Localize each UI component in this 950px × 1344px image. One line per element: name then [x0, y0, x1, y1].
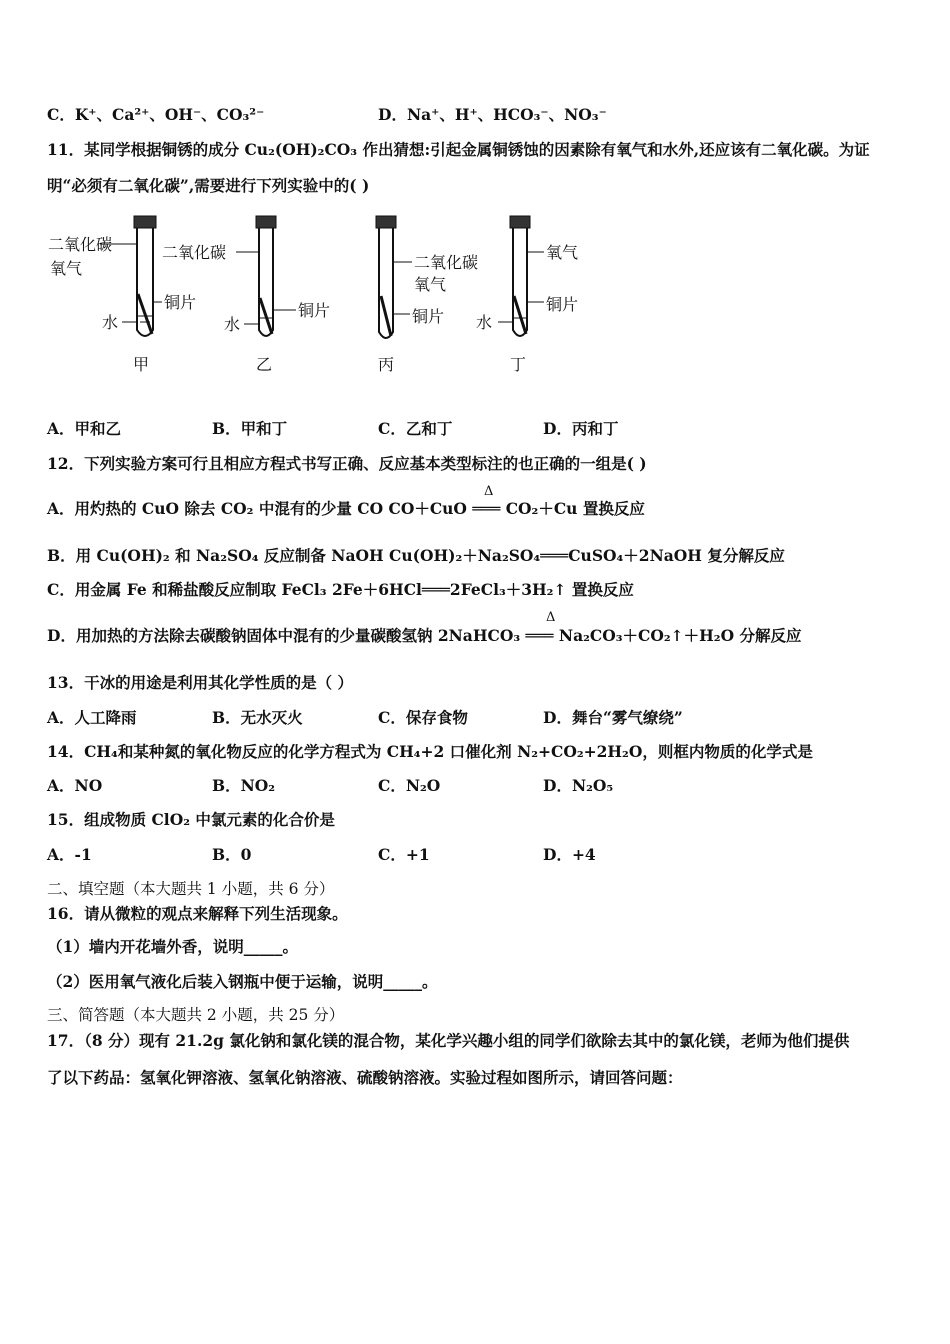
q14-option-b: B．NO₂ [212, 776, 276, 795]
q11-option-c: C．乙和丁 [378, 419, 453, 438]
tube-jia [48, 216, 196, 374]
q16-part2: （2）医用氧气液化后装入钢瓶中便于运输，说明_____。 [47, 972, 438, 991]
q13-stem: 13．干冰的用途是利用其化学性质的是（ ） [47, 673, 353, 692]
q15-stem: 15．组成物质 ClO₂ 中氯元素的化合价是 [47, 810, 335, 829]
label-jia-co2: 二氧化碳 [48, 235, 113, 254]
q12-a-delta: Δ [484, 484, 494, 499]
tube-ding [476, 216, 578, 374]
q11-stem-line2: 明“必须有二氧化碳”,需要进行下列实验中的( ) [47, 176, 370, 195]
q12-d-delta: Δ [546, 610, 556, 625]
q12-option-c: C．用金属 Fe 和稀盐酸反应制取 FeCl₃ 2Fe＋6HCl═══2FeCl₃＋3H₂↑ 置换反应 [47, 580, 634, 599]
q15-option-c: C．+1 [378, 845, 430, 864]
q12-option-a: A．用灼热的 CuO 除去 CO₂ 中混有的少量 CO CO＋CuO ═══ CO₂＋Cu 置换反应 [47, 499, 645, 518]
q12-option-b: B．用 Cu(OH)₂ 和 Na₂SO₄ 反应制备 NaOH Cu(OH)₂＋Na₂SO₄═══CuSO₄＋2NaOH 复分解反应 [47, 546, 785, 565]
section-fill-in-heading: 二、填空题（本大题共 1 小题，共 6 分） [47, 880, 335, 898]
section-short-answer-heading: 三、简答题（本大题共 2 小题，共 25 分） [47, 1006, 345, 1024]
q15-option-a: A．-1 [47, 845, 92, 864]
label-ding-water: 水 [476, 313, 493, 332]
label-jia-o2: 氧气 [50, 259, 83, 278]
q15-option-d: D．+4 [543, 845, 596, 864]
q14-option-c: C．N₂O [378, 776, 441, 795]
q13-option-a: A．人工降雨 [47, 708, 137, 727]
q13-option-c: C．保存食物 [378, 708, 468, 727]
q11-option-b: B．甲和丁 [212, 419, 288, 438]
q13-option-d: D．舞台“雾气缭绕” [543, 708, 683, 727]
q15-option-b: B．0 [212, 845, 252, 864]
caption-jia: 甲 [133, 355, 150, 374]
q10-option-c: C．K⁺、Ca²⁺、OH⁻、CO₃²⁻ [47, 105, 265, 124]
q12-option-d: D．用加热的方法除去碳酸钠固体中混有的少量碳酸氢钠 2NaHCO₃ ═══ Na₂CO₃＋CO₂↑＋H₂O 分解反应 [47, 626, 802, 645]
q13-option-b: B．无水灭火 [212, 708, 303, 727]
tube-bing [376, 216, 478, 374]
label-jia-water: 水 [102, 313, 119, 332]
label-bing-o2: 氧气 [414, 275, 447, 294]
label-yi-cu: 铜片 [298, 301, 331, 320]
label-bing-co2: 二氧化碳 [414, 253, 479, 272]
q11-stem-line1: 11．某同学根据铜锈的成分 Cu₂(OH)₂CO₃ 作出猜想:引起金属铜锈蚀的因素除有氧气和水外,还应该有二氧化碳。为证 [47, 140, 870, 159]
label-yi-co2: 二氧化碳 [162, 243, 227, 262]
label-jia-cu: 铜片 [164, 293, 197, 312]
q16-part1: （1）墙内开花墙外香，说明_____。 [47, 937, 299, 956]
label-yi-water: 水 [224, 315, 241, 334]
q17-stem-line1: 17．（8 分）现有 21.2g 氯化钠和氯化镁的混合物，某化学兴趣小组的同学们欲除去其中的氯化镁，老师为他们提供 [47, 1031, 850, 1050]
q11-test-tube-figure [40, 210, 600, 380]
label-ding-cu: 铜片 [546, 295, 579, 314]
q17-stem-line2: 了以下药品：氢氧化钾溶液、氢氧化钠溶液、硫酸钠溶液。实验过程如图所示，请回答问题： [47, 1068, 683, 1087]
q16-stem: 16．请从微粒的观点来解释下列生活现象。 [47, 904, 348, 923]
q14-stem: 14．CH₄和某种氮的氧化物反应的化学方程式为 CH₄+2 口催化剂 N₂+CO₂+2H₂O，则框内物质的化学式是 [47, 742, 813, 761]
caption-bing: 丙 [378, 355, 395, 374]
label-ding-o2: 氧气 [546, 243, 579, 262]
caption-yi: 乙 [256, 355, 273, 374]
q14-option-a: A．NO [47, 776, 103, 795]
q12-stem: 12．下列实验方案可行且相应方程式书写正确、反应基本类型标注的也正确的一组是( ) [47, 454, 647, 473]
caption-ding: 丁 [510, 355, 527, 374]
q11-option-a: A．甲和乙 [47, 419, 122, 438]
q14-option-d: D．N₂O₅ [543, 776, 614, 795]
label-bing-cu: 铜片 [412, 307, 445, 326]
q10-option-d: D．Na⁺、H⁺、HCO₃⁻、NO₃⁻ [378, 105, 607, 124]
q11-option-d: D．丙和丁 [543, 419, 619, 438]
